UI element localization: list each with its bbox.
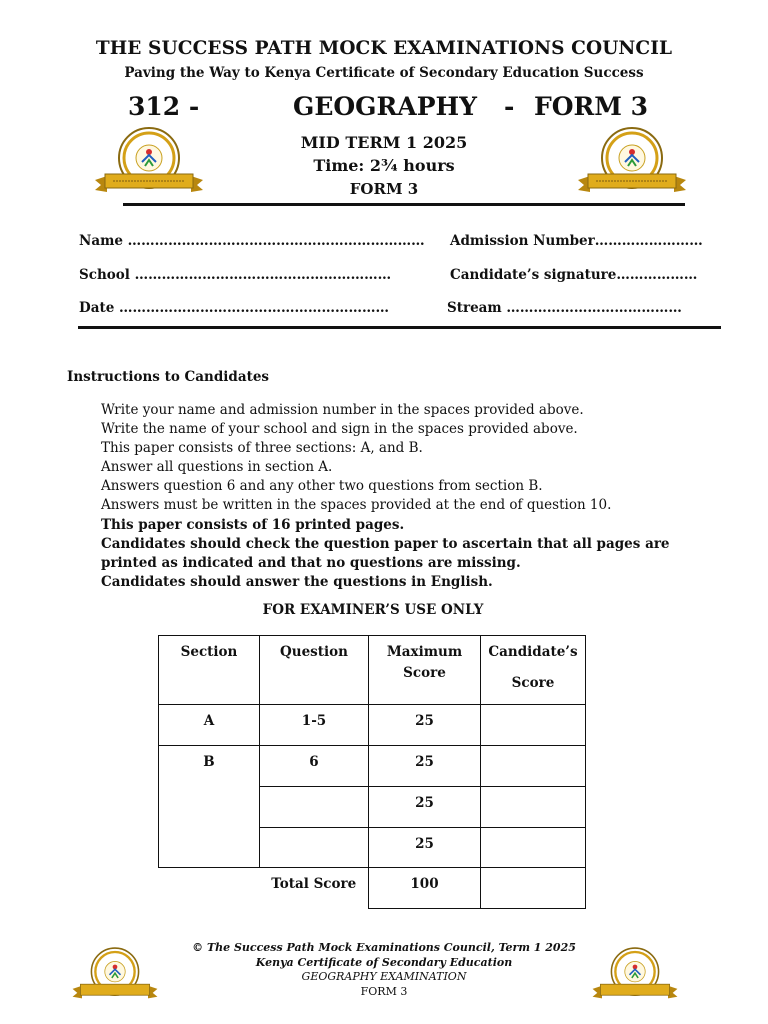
instructions-list (101, 401, 670, 592)
title-dash: - (504, 92, 515, 121)
question-cell: 1-5 (260, 705, 369, 746)
form-title: FORM 3 (534, 92, 649, 121)
instruction-item: This paper consists of 16 printed pages. (101, 516, 405, 533)
council-logo-left (93, 124, 205, 202)
header-question: Question (260, 636, 369, 705)
max-score-cell: 25 (369, 787, 481, 828)
question-cell: 6 (260, 746, 369, 787)
examiner-title: FOR EXAMINER’S USE ONLY (262, 602, 484, 618)
question-cell (260, 828, 369, 868)
total-row (159, 868, 586, 909)
header-rule (123, 203, 685, 206)
instruction-item: Write the name of your school and sign in the spaces provided above. (101, 421, 578, 438)
section-cell: A (159, 705, 260, 746)
instruction-item: Candidates should check the question paper to ascertain that all pages are (101, 535, 670, 552)
instruction-item: Candidates should answer the questions in English. (101, 573, 493, 590)
table-row (159, 705, 586, 746)
blank-cell (159, 868, 260, 909)
max-score-cell: 25 (369, 705, 481, 746)
header-candidate-score: Candidate’s Score (481, 636, 586, 705)
exam-time: Time: 2¾ hours (313, 156, 455, 175)
exam-term: MID TERM 1 2025 (300, 133, 468, 152)
paper-code: 312 - (128, 92, 200, 121)
footer-copyright: © The Success Path Mock Examinations Council, Term 1 2025 (192, 941, 576, 954)
candidate-score-cell[interactable] (481, 787, 586, 828)
table-header-row (159, 636, 586, 705)
school-field[interactable]: School ………………………………………………… (79, 267, 392, 283)
stream-field[interactable]: Stream ………………………………… (447, 300, 682, 316)
total-score-cell[interactable] (481, 868, 586, 909)
footer-kcse: Kenya Certificate of Secondary Education (255, 956, 513, 969)
council-slogan: Paving the Way to Kenya Certificate of Secondary Education Success (124, 65, 644, 81)
score-table (158, 635, 586, 909)
total-max-cell: 100 (369, 868, 481, 909)
candidate-signature-field[interactable]: Candidate’s signature……………… (450, 267, 698, 283)
instruction-item: Answers question 6 and any other two questions from section B. (101, 478, 543, 495)
header-maximum-score: Maximum Score (369, 636, 481, 705)
date-field[interactable]: Date …………………………………………………… (79, 300, 389, 316)
fields-rule (78, 326, 721, 329)
candidate-score-cell[interactable] (481, 828, 586, 868)
name-field[interactable]: Name ………………………………………………………… (79, 233, 425, 249)
total-label: Total Score (271, 876, 357, 892)
question-cell (260, 787, 369, 828)
footer-form: FORM 3 (360, 985, 408, 998)
council-logo-right (576, 124, 688, 202)
candidate-score-cell[interactable] (481, 746, 586, 787)
admission-number-field[interactable]: Admission Number…………………… (450, 233, 703, 249)
subject-title: GEOGRAPHY (293, 92, 477, 121)
instruction-item: Answer all questions in section A. (101, 459, 333, 476)
instruction-item: printed as indicated and that no questions are missing. (101, 554, 521, 571)
instruction-item: Answers must be written in the spaces provided at the end of question 10. (101, 497, 612, 514)
council-title: THE SUCCESS PATH MOCK EXAMINATIONS COUNCIL (95, 38, 673, 59)
instruction-item: This paper consists of three sections: A, and B. (101, 440, 423, 457)
instructions-title: Instructions to Candidates (67, 369, 270, 385)
max-score-cell: 25 (369, 746, 481, 787)
table-row (159, 746, 586, 787)
footer-logo-right (591, 944, 679, 1008)
exam-form: FORM 3 (349, 180, 419, 198)
footer-subject: GEOGRAPHY EXAMINATION (301, 970, 467, 983)
instruction-item: Write your name and admission number in the spaces provided above. (101, 402, 584, 418)
candidate-score-cell[interactable] (481, 705, 586, 746)
footer-logo-left (71, 944, 159, 1008)
section-cell: B (159, 746, 260, 868)
max-score-cell: 25 (369, 828, 481, 868)
header-section: Section (159, 636, 260, 705)
